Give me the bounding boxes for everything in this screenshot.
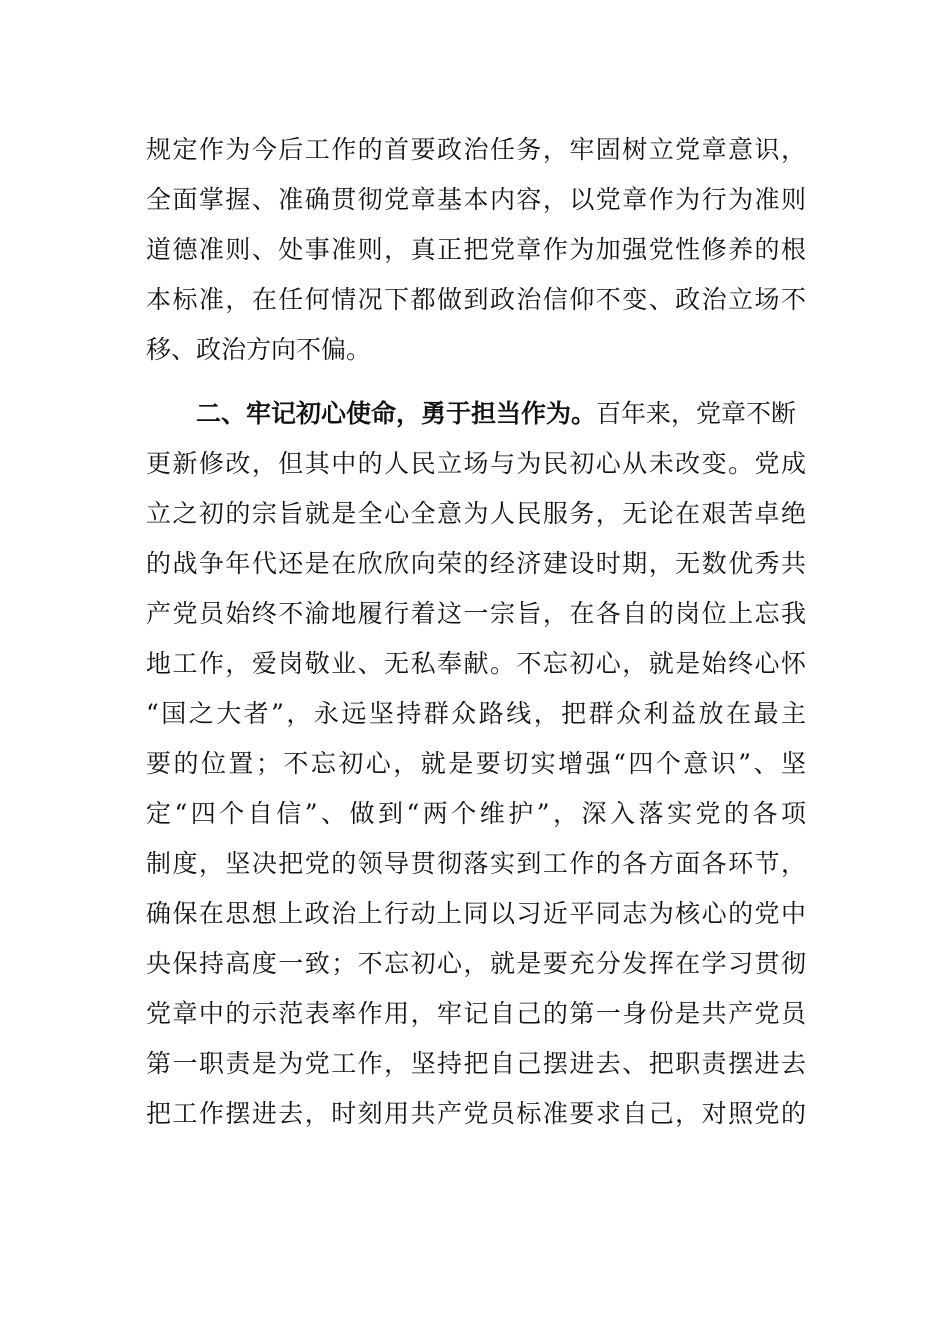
paragraph-2-first-line-text: 百年来，党章不断 <box>596 399 797 428</box>
paragraph-2-line-4: 的战争年代还是在欣欣向荣的经济建设时期，无数优秀共 <box>146 549 806 578</box>
paragraph-2-line-8: 要的位置；不忘初心，就是要切实增强“四个意识”、坚 <box>146 749 806 778</box>
paragraph-1-line-4: 本标准，在任何情况下都做到政治信仰不变、政治立场不 <box>146 285 806 314</box>
paragraph-2-line-5: 产党员始终不渝地履行着这一宗旨，在各自的岗位上忘我 <box>146 599 806 628</box>
paragraph-1-line-5: 移、政治方向不偏。 <box>146 335 372 364</box>
paragraph-2-line-7: “国之大者”，永远坚持群众路线，把群众利益放在最主 <box>146 699 806 728</box>
paragraph-2-line-2: 更新修改，但其中的人民立场与为民初心从未改变。党成 <box>146 449 806 478</box>
section-heading: 二、牢记初心使命，勇于担当作为。 <box>196 399 597 428</box>
paragraph-2-line-14: 第一职责是为党工作，坚持把自己摆进去、把职责摆进去 <box>146 1049 806 1078</box>
paragraph-1-line-3: 道德准则、处事准则，真正把党章作为加强党性修养的根 <box>146 235 806 264</box>
paragraph-2-line-6: 地工作，爱岗敬业、无私奉献。不忘初心，就是始终心怀 <box>146 649 806 678</box>
paragraph-1-line-1: 规定作为今后工作的首要政治任务，牢固树立党章意识， <box>146 135 806 164</box>
paragraph-2-line-13: 党章中的示范表率作用，牢记自己的第一身份是共产党员 <box>146 999 806 1028</box>
paragraph-1-line-2: 全面掌握、准确贯彻党章基本内容，以党章作为行为准则 <box>146 185 806 214</box>
paragraph-2-line-10: 制度，坚决把党的领导贯彻落实到工作的各方面各环节， <box>146 849 806 878</box>
paragraph-2-line-11: 确保在思想上政治上行动上同以习近平同志为核心的党中 <box>146 899 806 928</box>
paragraph-2-line-3: 立之初的宗旨就是全心全意为人民服务，无论在艰苦卓绝 <box>146 499 806 528</box>
paragraph-2-line-12: 央保持高度一致；不忘初心，就是要充分发挥在学习贯彻 <box>146 949 806 978</box>
paragraph-2-first-line <box>196 394 806 434</box>
paragraph-2-line-9: 定“四个自信”、做到“两个维护”，深入落实党的各项 <box>146 799 806 828</box>
paragraph-2-line-15: 把工作摆进去，时刻用共产党员标准要求自己，对照党的 <box>146 1099 806 1128</box>
